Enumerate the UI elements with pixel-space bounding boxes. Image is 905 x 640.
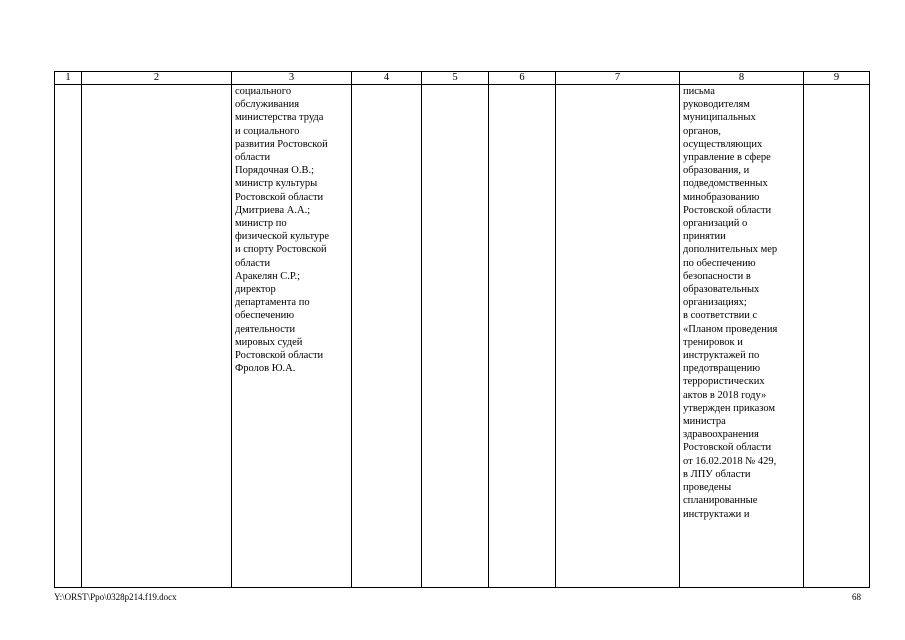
cell-col7 [556,85,680,588]
column-header-2: 2 [82,72,232,85]
column-header-5: 5 [422,72,489,85]
cell-col5 [422,85,489,588]
page-number: 68 [852,592,861,602]
footer-file-path: Y:\ORST\Ppo\0328p214.f19.docx [54,592,177,602]
table-row [55,85,870,588]
column-header-7: 7 [556,72,680,85]
cell-col1 [55,85,82,588]
header-row [55,72,870,85]
cell-col8 [680,85,804,588]
column-header-9: 9 [804,72,870,85]
cell-col2 [82,85,232,588]
cell-col3 [232,85,352,588]
column-header-1: 1 [55,72,82,85]
measures-text: письма руководителям муниципальных органов, осуществляющих управление в сфере образования, и подведомственных минобразованию Ростовской области организаций о принятии дополнительных мер по обеспечению безопасности в образовательных организациях; в соответствии с «Планом проведения тренировок и инструктажей по предотвращению террористических актов в 2018 году» утвержден приказом министра здравоохранения Ростовской области от 16.02.2018 № 429, в ЛПУ области проведены спланированные инструктажи и [683,86,778,520]
column-header-6: 6 [489,72,556,85]
cell-col9 [804,85,870,588]
column-header-3: 3 [232,72,352,85]
column-header-8: 8 [680,72,804,85]
document-table [54,71,870,588]
cell-col6 [489,85,556,588]
cell-col4 [352,85,422,588]
column-header-4: 4 [352,72,422,85]
responsible-persons-text: социального обслуживания министерства труда и социального развития Ростовской области Порядочная О.В.; министр культуры Ростовской области Дмитриева А.А.; министр по физической культуре и спорту Ростовской области Аракелян С.Р.; директор департамента по обеспечению деятельности мировых судей Ростовской области Фролов Ю.А. [235,86,330,375]
